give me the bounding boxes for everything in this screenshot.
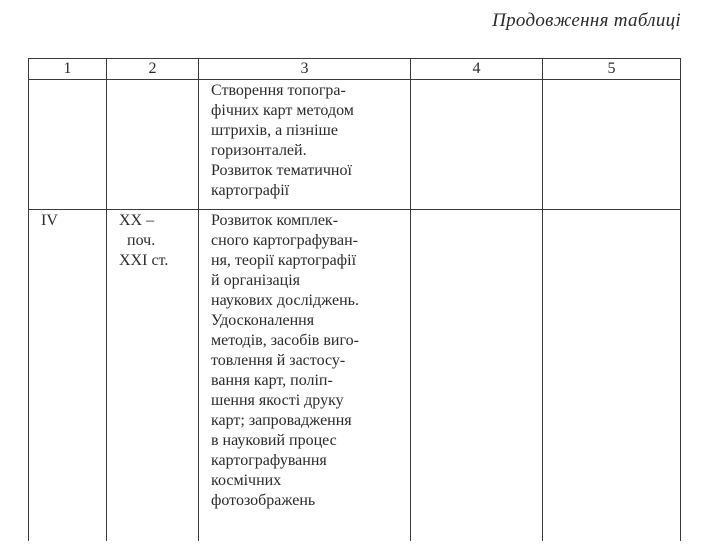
- description-line: карт; запровадження: [211, 412, 352, 429]
- description-cell: [199, 80, 411, 210]
- column-4-cell: [411, 210, 543, 542]
- table-header-row: [29, 59, 681, 80]
- header-cell-3: 3: [199, 59, 411, 80]
- stage-cell: IV: [29, 210, 107, 542]
- period-cell: [107, 210, 199, 542]
- description-line: картографії: [211, 182, 290, 199]
- description-line: вання карт, поліп-: [211, 372, 333, 389]
- column-4-cell: [411, 80, 543, 210]
- table-row: [29, 80, 681, 210]
- header-cell-5: 5: [543, 59, 681, 80]
- description-line: наукових досліджень.: [211, 292, 359, 309]
- stage-cell: [29, 80, 107, 210]
- header-cell-4: 4: [411, 59, 543, 80]
- history-table: [28, 58, 681, 541]
- description-line: методів, засобів виго-: [211, 332, 359, 349]
- description-line: Розвиток комплек-: [211, 212, 339, 229]
- description-line: сного картографуван-: [211, 232, 358, 249]
- description-line: в науковий процес: [211, 432, 337, 449]
- description-line: Удосконалення: [211, 312, 315, 329]
- column-5-cell: [543, 80, 681, 210]
- description-line: картографування: [211, 452, 327, 469]
- header-cell-1: 1: [29, 59, 107, 80]
- description-line: Розвиток тематичної: [211, 162, 352, 179]
- description-line: космічних: [211, 472, 282, 489]
- period-line: XX –: [119, 212, 155, 229]
- period-cell: [107, 80, 199, 210]
- period-line: поч.: [127, 232, 156, 249]
- description-line: товлення й застосу-: [211, 352, 346, 369]
- description-line: штрихів, а пізніше: [211, 122, 338, 139]
- description-line: й організація: [211, 272, 301, 289]
- description-cell: [199, 210, 411, 542]
- header-cell-2: 2: [107, 59, 199, 80]
- column-5-cell: [543, 210, 681, 542]
- description-line: горизонталей.: [211, 142, 307, 159]
- table-row: [29, 210, 681, 542]
- period-line: XXI ст.: [119, 252, 169, 269]
- description-line: фотозображень: [211, 492, 316, 509]
- table-continuation-caption: Продовження таблиці: [492, 10, 681, 31]
- description-line: Створення топогра-: [211, 82, 346, 99]
- description-line: фічних карт методом: [211, 102, 354, 119]
- description-line: ня, теорії картографії: [211, 252, 357, 269]
- description-line: шення якості друку: [211, 392, 344, 409]
